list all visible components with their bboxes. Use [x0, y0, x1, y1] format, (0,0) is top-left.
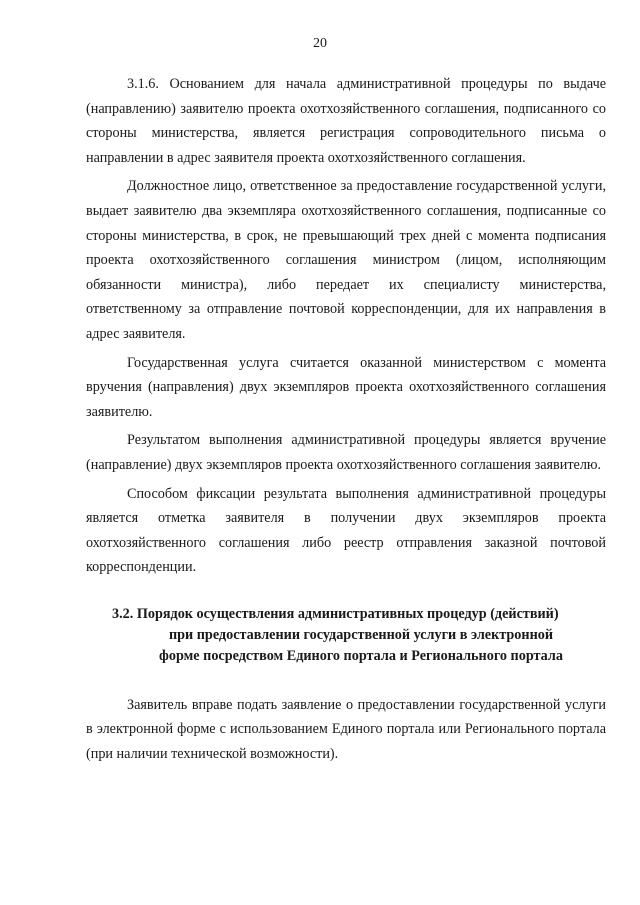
paragraph-procedure-result: Результатом выполнения административной процедуры является вручение (направление) двух экземпляров проекта охотхозяйственного соглашения заявителю.: [86, 432, 606, 473]
paragraph-electronic-application: Заявитель вправе подать заявление о предоставлении государственной услуги в электронной форме с использованием Единого портала или Регионального портала (при наличии технической возможности).: [86, 696, 606, 763]
section-heading-line: форме посредством Единого портала и Регионального портала: [159, 647, 563, 664]
document-body: [86, 72, 606, 775]
section-heading-line: 3.2. Порядок осуществления административных процедур (действий): [112, 605, 559, 622]
section-heading-line: при предоставлении государственной услуги в электронной: [168, 626, 554, 643]
section-heading-3-2: [86, 604, 606, 667]
paragraph-responsible-official: Должностное лицо, ответственное за предоставление государственной услуги, выдает заявителю два экземпляра охотхозяйственного соглашения, подписанные со стороны министерства, в срок, не превышающий трех дней с момента подписания проекта охотхозяйственного соглашения министром (лицом, исполняющим обязанности министра), либо передает их специалисту министерства, ответственному за отправление почтовой корреспонденции, для их направления в адрес заявителя.: [86, 178, 606, 342]
paragraph-fixation-method: Способом фиксации результата выполнения административной процедуры является отметка заявителя в получении двух экземпляров проекта охотхозяйственного соглашения либо реестр отправления заказной почтовой корреспонденции.: [86, 485, 606, 576]
paragraph-service-rendered: Государственная услуга считается оказанной министерством с момента вручения (направления) двух экземпляров проекта охотхозяйственного соглашения заявителю.: [86, 354, 606, 420]
paragraph-3-1-6: 3.1.6. Основанием для начала административной процедуры по выдаче (направлению) заявителю проекта охотхозяйственного соглашения, подписанного со стороны министерства, является регистрация сопроводительного письма о направлении в адрес заявителя проекта охотхозяйственного соглашения.: [86, 76, 606, 166]
page-number: 20: [313, 36, 327, 51]
